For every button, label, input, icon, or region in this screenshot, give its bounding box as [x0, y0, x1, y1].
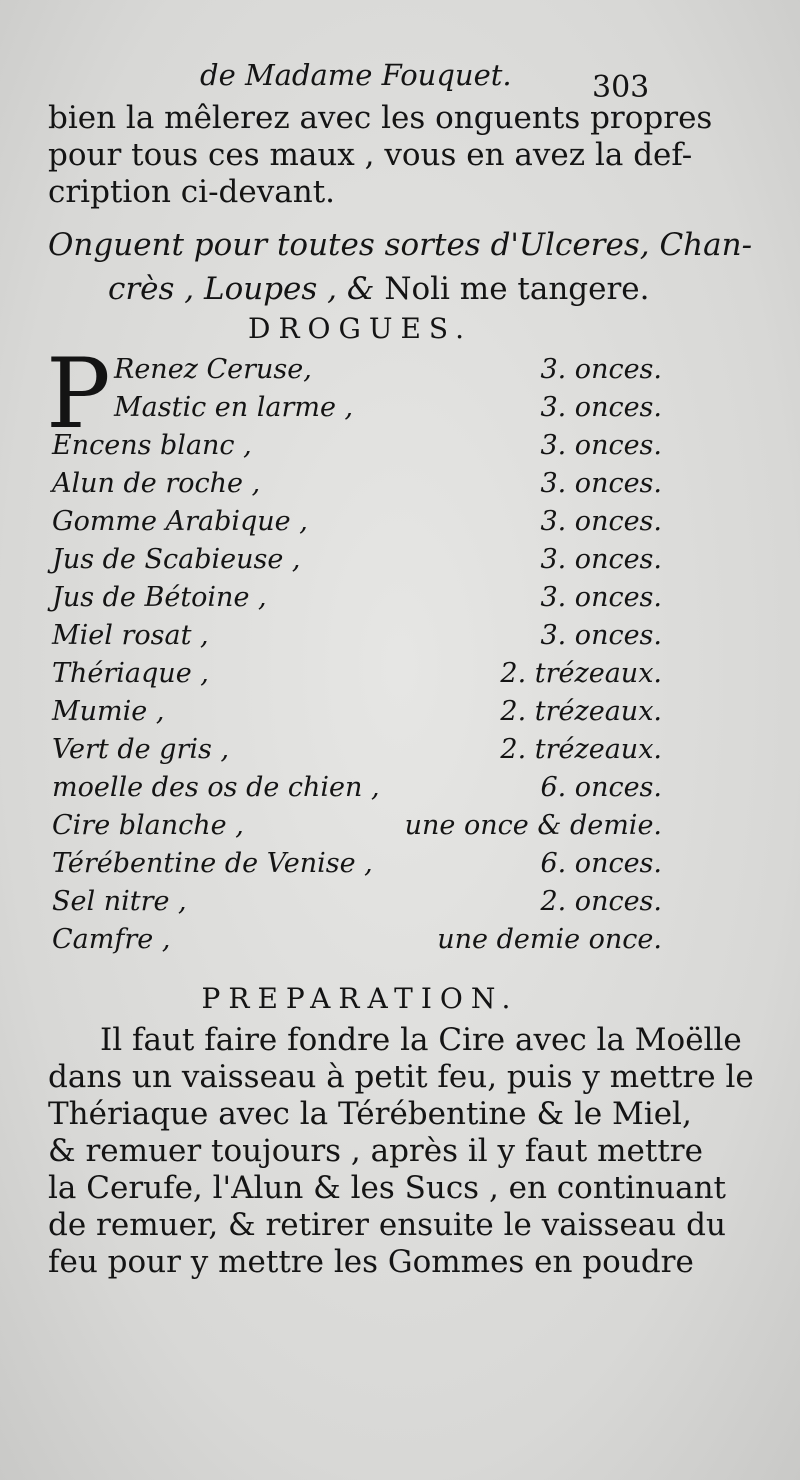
ingredient-row — [52, 350, 662, 388]
ingredient-quantity: 2. trézeaux. — [500, 734, 662, 765]
ingredient-name: Camfre , — [52, 924, 171, 955]
ingredient-quantity: 3. onces. — [540, 620, 662, 651]
intro-paragraph — [48, 100, 713, 211]
ingredient-quantity: 3. onces. — [540, 430, 662, 461]
ingredient-quantity: 6. onces. — [540, 772, 662, 803]
text-line: & remuer toujours , après il y faut mettre — [48, 1133, 703, 1169]
ingredient-quantity: 6. onces. — [540, 848, 662, 879]
text-line: feu pour y mettre les Gommes en poudre — [48, 1244, 694, 1280]
text-line: bien la mêlerez avec les onguents propres — [48, 100, 713, 136]
ingredient-name: moelle des os de chien , — [52, 772, 380, 803]
ingredient-name: Encens blanc , — [52, 430, 252, 461]
ingredient-quantity: 3. onces. — [540, 582, 662, 613]
ingredient-quantity: 3. onces. — [540, 544, 662, 575]
preparation-heading: PREPARATION. — [201, 982, 519, 1015]
recipe-title-line-2 — [48, 267, 668, 311]
ingredient-name: Cire blanche , — [52, 810, 244, 841]
ingredient-row — [52, 578, 662, 616]
ingredient-quantity: une demie once. — [437, 924, 662, 955]
ingredient-quantity: une once & demie. — [404, 810, 662, 841]
text-line: la Cerufe, l'Alun & les Sucs , en continuant — [48, 1170, 727, 1206]
ingredient-name: Thériaque , — [52, 658, 209, 689]
ingredient-row — [52, 920, 662, 958]
text-line: Thériaque avec la Térébentine & le Miel, — [48, 1096, 692, 1132]
ingredient-quantity: 3. onces. — [540, 392, 662, 423]
ingredient-row — [52, 806, 662, 844]
ingredient-row — [52, 502, 662, 540]
ingredient-name: Sel nitre , — [52, 886, 187, 917]
ingredient-row — [52, 692, 662, 730]
ingredient-row — [52, 882, 662, 920]
ingredient-name: Mastic en larme , — [114, 392, 354, 423]
recipe-title-line-2b: Noli me tangere. — [384, 271, 650, 307]
ingredient-row — [52, 616, 662, 654]
text-line: de remuer, & retirer ensuite le vaisseau du — [48, 1207, 726, 1243]
recipe-title — [48, 223, 753, 311]
ingredient-row — [52, 844, 662, 882]
text-line: Il faut faire fondre la Cire avec la Moëlle — [100, 1022, 742, 1058]
ingredient-row — [52, 730, 662, 768]
running-title: de Madame Fouquet. — [200, 58, 512, 92]
ingredient-row — [52, 388, 662, 426]
drop-cap: P — [46, 338, 111, 450]
ingredient-name: Jus de Bétoine , — [52, 582, 267, 613]
ingredient-name: Gomme Arabique , — [52, 506, 308, 537]
page-number: 303 — [592, 70, 650, 105]
text-line: dans un vaisseau à petit feu, puis y mettre le — [48, 1059, 754, 1095]
recipe-title-line-1: Onguent pour toutes sortes d'Ulceres, Chan- — [48, 227, 753, 263]
ingredient-quantity: 3. onces. — [540, 506, 662, 537]
ingredient-name: Alun de roche , — [52, 468, 261, 499]
ingredient-row — [52, 768, 662, 806]
ingredient-row — [52, 426, 662, 464]
ingredient-list — [52, 350, 662, 958]
drogues-heading: DROGUES. — [248, 312, 472, 345]
ingredient-name: Vert de gris , — [52, 734, 230, 765]
text-line: cription ci-devant. — [48, 174, 336, 210]
text-line: pour tous ces maux , vous en avez la def- — [48, 137, 693, 173]
ingredient-name: Mumie , — [52, 696, 165, 727]
ingredient-quantity: 2. trézeaux. — [500, 658, 662, 689]
ingredient-quantity: 2. trézeaux. — [500, 696, 662, 727]
ingredient-row — [52, 654, 662, 692]
preparation-paragraph — [48, 1022, 754, 1281]
ingredient-name: Renez Ceruse, — [114, 354, 312, 385]
ingredient-name: Térébentine de Venise , — [52, 848, 373, 879]
ingredient-quantity: 2. onces. — [540, 886, 662, 917]
ingredient-name: Miel rosat , — [52, 620, 209, 651]
ingredient-name: Jus de Scabieuse , — [52, 544, 301, 575]
ingredient-quantity: 3. onces. — [540, 354, 662, 385]
recipe-title-line-2a: crès , Loupes , & — [108, 271, 385, 307]
ingredient-quantity: 3. onces. — [540, 468, 662, 499]
ingredient-row — [52, 464, 662, 502]
ingredient-row — [52, 540, 662, 578]
